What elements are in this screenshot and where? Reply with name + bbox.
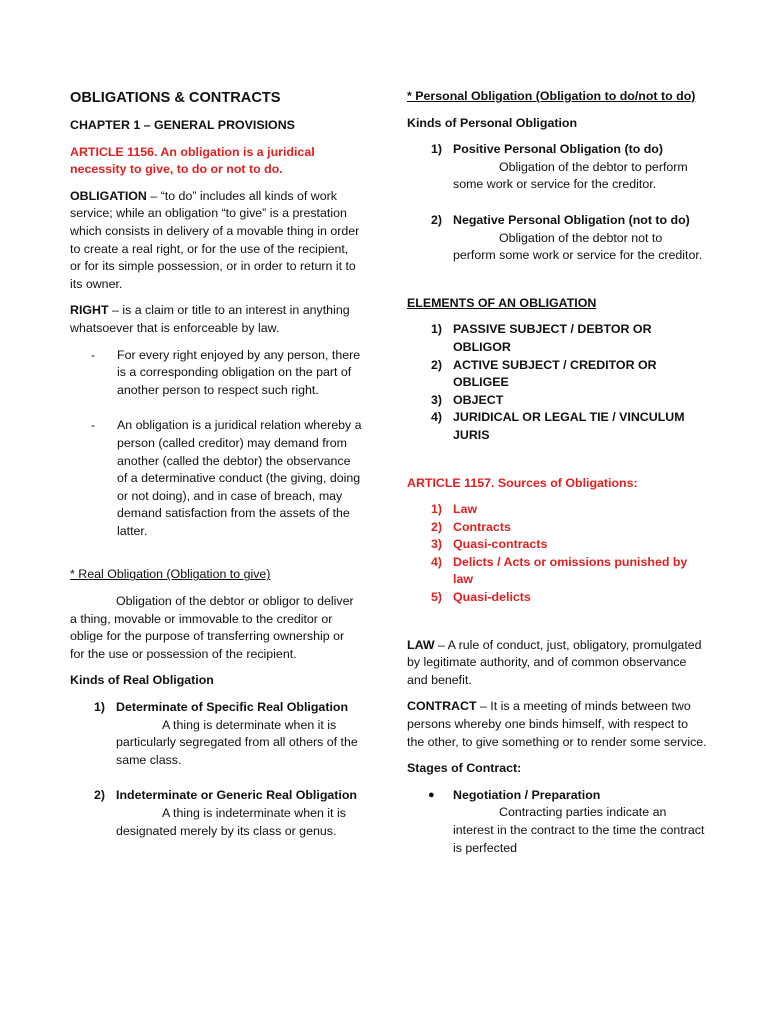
right-note-2	[91, 417, 362, 540]
source-text: Contracts	[453, 519, 511, 534]
personal-kind-1	[431, 141, 707, 194]
right-note-text: For every right enjoyed by any person, there is a corresponding obligation on the part of another person to respect such right.	[117, 347, 361, 397]
stages-heading: Stages of Contract:	[407, 761, 522, 776]
right-term: RIGHT	[70, 303, 109, 318]
element-text: OBJECT	[453, 392, 504, 407]
real-kind-1	[94, 699, 362, 769]
list-marker: 4)	[431, 410, 443, 425]
source-text: Quasi-delicts	[453, 590, 531, 605]
document-title: OBLIGATIONS & CONTRACTS	[70, 90, 281, 106]
real-kinds-heading: Kinds of Real Obligation	[70, 673, 214, 688]
right-note-text: An obligation is a juridical relation whereby a person (called creditor) may demand from another (called the debtor) the observance of a determinative conduct (the giving, doing or not doing), and in case of breach, may demand satisfaction from the assets of the latter.	[117, 418, 362, 538]
list-marker: 1)	[94, 700, 106, 715]
real-kind-title: Indeterminate or Generic Real Obligation	[116, 788, 357, 803]
element-item	[431, 357, 707, 392]
chapter-heading: CHAPTER 1 – GENERAL PROVISIONS	[70, 118, 295, 132]
personal-kinds-heading: Kinds of Personal Obligation	[407, 115, 578, 130]
real-obligation-description: Obligation of the debtor or obligor to deliver a thing, movable or immovable to the creditor or oblige for the purpose of transferring ownership or for the use or possession of the recipient.	[70, 594, 354, 661]
right-note-1	[91, 347, 362, 400]
real-kind-description: A thing is determinate when it is particularly segregated from all others of the same class.	[116, 717, 358, 767]
real-kind-2	[94, 787, 362, 840]
personal-kind-description: Obligation of the debtor to perform some work or service for the creditor.	[453, 159, 688, 192]
dash-marker: -	[91, 418, 96, 433]
stage-item	[428, 787, 707, 857]
real-kind-description: A thing is indeterminate when it is designated merely by its class or genus.	[116, 806, 346, 838]
list-marker: 5)	[431, 590, 443, 605]
left-column	[70, 88, 362, 840]
right-definition	[70, 302, 362, 337]
law-term: LAW	[407, 637, 435, 652]
personal-obligation-heading: * Personal Obligation (Obligation to do/not to do)	[407, 89, 696, 103]
personal-kind-2	[431, 212, 707, 265]
personal-kind-description: Obligation of the debtor not to perform some work or service for the creditor.	[453, 230, 703, 263]
list-marker: 1)	[431, 142, 443, 157]
source-item	[431, 519, 707, 537]
source-text: Law	[453, 502, 478, 517]
element-text: JURIDICAL OR LEGAL TIE / VINCULUM JURIS	[453, 410, 685, 442]
contract-term: CONTRACT	[407, 699, 477, 714]
personal-kind-title: Positive Personal Obligation (to do)	[453, 142, 663, 157]
elements-heading: ELEMENTS OF AN OBLIGATION	[407, 295, 597, 310]
list-marker: 4)	[431, 554, 443, 569]
right-column	[407, 88, 707, 857]
law-definition	[407, 637, 707, 690]
element-item	[431, 409, 707, 444]
source-text: Delicts / Acts or omissions punished by law	[453, 554, 688, 587]
list-marker: 1)	[431, 322, 443, 337]
stage-title: Negotiation / Preparation	[453, 787, 601, 802]
list-marker: 3)	[431, 537, 443, 552]
element-item	[431, 321, 707, 356]
source-item	[431, 536, 707, 554]
list-marker: 2)	[431, 519, 443, 534]
contract-definition	[407, 698, 707, 751]
personal-kind-title: Negative Personal Obligation (not to do)	[453, 212, 690, 227]
list-marker: 2)	[431, 212, 443, 227]
article-1156: ARTICLE 1156. An obligation is a juridical necessity to give, to do or not to do.	[70, 144, 315, 177]
dash-marker: -	[91, 347, 96, 362]
law-text: – A rule of conduct, just, obligatory, promulgated by legitimate authority, and of common observance and benefit.	[407, 637, 702, 687]
source-item	[431, 589, 707, 607]
source-text: Quasi-contracts	[453, 537, 548, 552]
source-item	[431, 501, 707, 519]
real-obligation-heading: * Real Obligation (Obligation to give)	[70, 567, 271, 582]
obligation-definition	[70, 188, 362, 294]
source-item	[431, 554, 707, 589]
list-marker: 1)	[431, 502, 443, 517]
stage-description: Contracting parties indicate an interest in the contract to the time the contract is perfected	[453, 805, 705, 855]
list-marker: 2)	[431, 357, 443, 372]
list-marker: 3)	[431, 392, 443, 407]
list-marker: 2)	[94, 788, 106, 803]
real-kind-title: Determinate of Specific Real Obligation	[116, 700, 349, 715]
article-1157-heading: ARTICLE 1157. Sources of Obligations:	[407, 475, 638, 490]
element-text: PASSIVE SUBJECT / DEBTOR OR OBLIGOR	[453, 322, 652, 354]
obligation-text: – “to do” includes all kinds of work service; while an obligation “to give” is a prestation which consists in delivery of a movable thing in order to create a real right, or for the use of the recipient, or for its simple possession, or in order to return it to its owner.	[70, 188, 360, 291]
element-text: ACTIVE SUBJECT / CREDITOR OR OBLIGEE	[453, 357, 657, 390]
obligation-term: OBLIGATION	[70, 188, 147, 203]
element-item	[431, 392, 707, 410]
bullet-icon: ●	[428, 788, 435, 801]
right-text: – is a claim or title to an interest in anything whatsoever that is enforceable by law.	[70, 303, 350, 335]
contract-text: – It is a meeting of minds between two persons whereby one binds himself, with respect to the other, to give something or to render some service.	[407, 699, 707, 749]
